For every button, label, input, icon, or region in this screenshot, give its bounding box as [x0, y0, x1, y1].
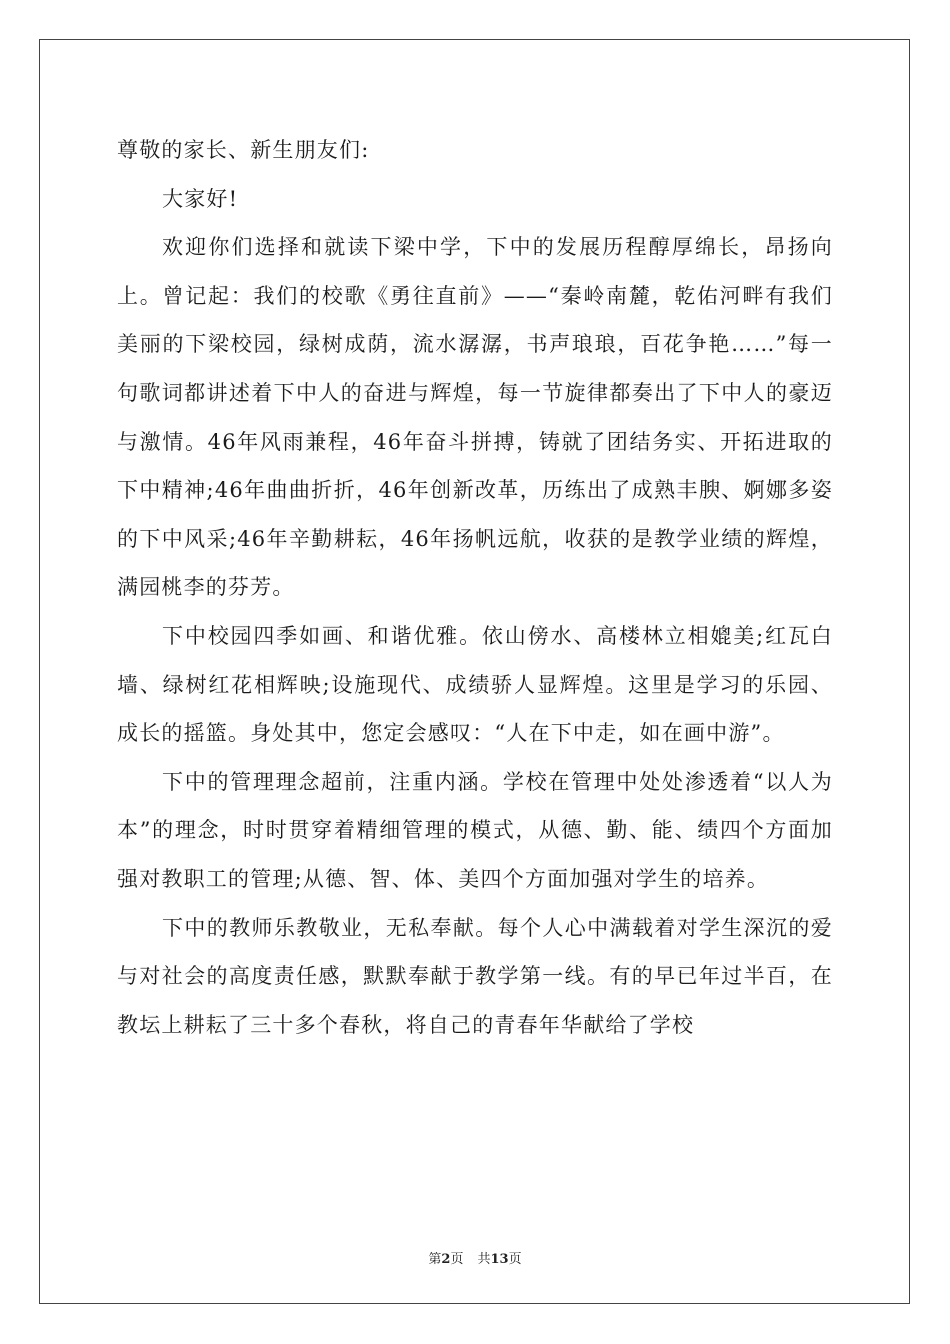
total-pages: 13 [490, 1252, 509, 1267]
paragraph-management: 下中的管理理念超前，注重内涵。学校在管理中处处渗透着“以人为本”的理念，时时贯穿着精细管理的模式，从德、勤、能、绩四个方面加强对教职工的管理;从德、智、体、美四个方面加强对学生的培养。 [117, 769, 833, 891]
greeting: 大家好! [162, 186, 239, 211]
total-prefix: 共 [477, 1252, 491, 1267]
salutation: 尊敬的家长、新生朋友们: [117, 138, 370, 162]
total-suffix: 页 [508, 1252, 522, 1267]
paragraph-history: 欢迎你们选择和就读下梁中学，下中的发展历程醇厚绵长，昂扬向上。曾记起：我们的校歌《勇往直前》——“秦岭南麓，乾佑河畔有我们美丽的下梁校园，绿树成荫，流水潺潺，书声琅琅，百花争艳……”每一句歌词都讲述着下中人的奋进与辉煌，每一节旋律都奏出了下中人的豪迈与激情。46年风雨兼程，46年奋斗拼搏，铸就了团结务实、开拓进取的下中精神;46年曲曲折折，46年创新改革，历练出了成熟丰腴、婀娜多姿的下中风采;46年辛勤耕耘，46年扬帆远航，收获的是教学业绩的辉煌，满园桃李的芬芳。 [117, 235, 833, 600]
document-body [117, 126, 833, 1049]
paragraph-campus: 下中校园四季如画、和谐优雅。依山傍水、高楼林立相媲美;红瓦白墙、绿树红花相辉映;设施现代、成绩骄人显辉煌。这里是学习的乐园、成长的摇篮。身处其中，您定会感叹：“人在下中走，如在画中游”。 [117, 623, 833, 746]
page-number: 2 [441, 1252, 451, 1267]
page-suffix: 页 [450, 1252, 464, 1267]
page-footer [0, 1248, 950, 1267]
paragraph-teachers: 下中的教师乐教敬业，无私奉献。每个人心中满载着对学生深沉的爱与对社会的高度责任感，默默奉献于教学第一线。有的早已年过半百，在教坛上耕耘了三十多个春秋，将自己的青春年华献给了学校 [117, 915, 833, 1037]
page-prefix: 第 [428, 1252, 442, 1267]
